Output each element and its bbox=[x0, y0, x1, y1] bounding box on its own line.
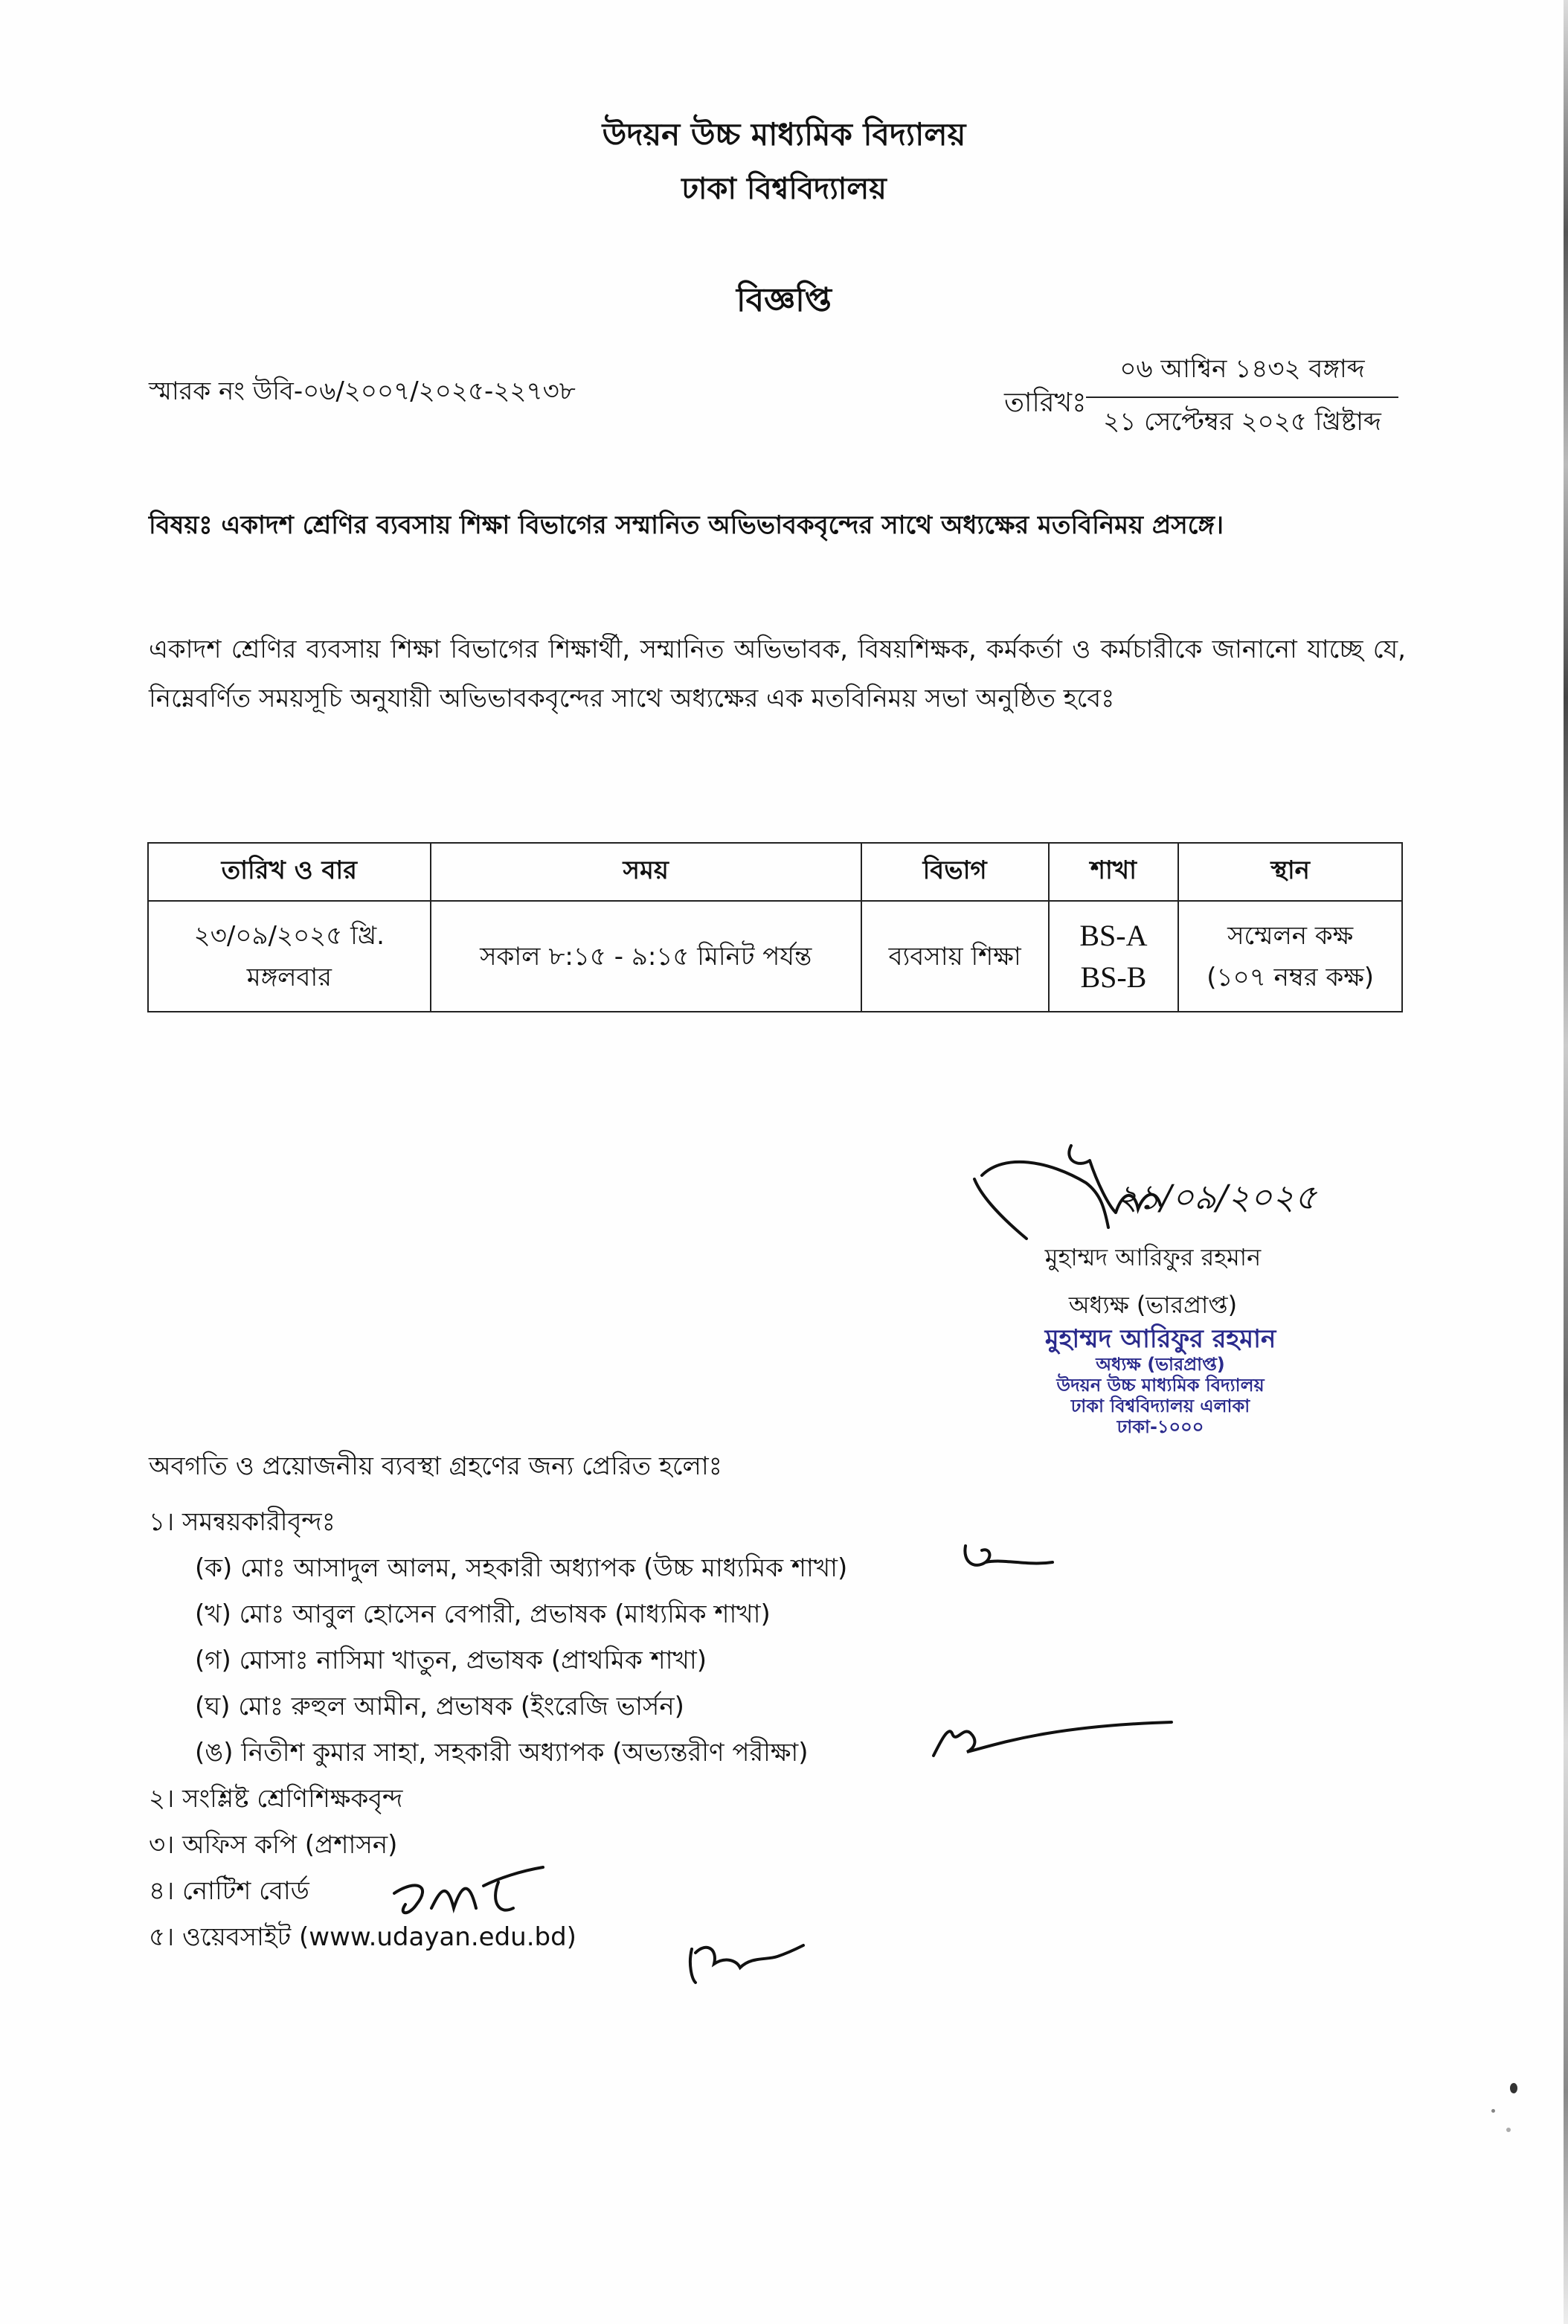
signer-designation: অধ্যক্ষ (ভারপ্রাপ্ত) bbox=[1068, 1291, 1238, 1319]
stamp-designation: অধ্যক্ষ (ভারপ্রাপ্ত) bbox=[1096, 1354, 1225, 1375]
affiliation: ঢাকা বিশ্ববিদ্যালয় bbox=[681, 172, 887, 206]
cell-department: ব্যবসায় শিক্ষা bbox=[861, 901, 1049, 1012]
date-bangla: ০৬ আশ্বিন ১৪৩২ বঙ্গাব্দ bbox=[1086, 350, 1398, 398]
subject-line: বিষয়ঃ একাদশ শ্রেণির ব্যবসায় শিক্ষা বিভাগের সম্মানিত অভিভাবকবৃন্দের সাথে অধ্যক্ষের মতবিনিময় প্রসঙ্গে। bbox=[149, 510, 1224, 540]
list-item: (ঘ) মোঃ রুহুল আমীন, প্রভাষক (ইংরেজি ভার্সন) bbox=[195, 1692, 684, 1721]
initial-mark-icon bbox=[684, 1934, 811, 1986]
stamp-area: ঢাকা বিশ্ববিদ্যালয় এলাকা bbox=[1070, 1396, 1250, 1416]
initial-mark-icon bbox=[960, 1540, 1056, 1577]
institution-name: উদয়ন উচ্চ মাধ্যমিক বিদ্যালয় bbox=[602, 116, 966, 153]
official-stamp bbox=[989, 1324, 1331, 1437]
col-header-date: তারিখ ও বার bbox=[148, 843, 431, 901]
stamp-name: মুহাম্মদ আরিফুর রহমান bbox=[1044, 1324, 1276, 1354]
col-header-time: সময় bbox=[431, 843, 861, 901]
handwritten-date: ২১/০৯/২০২৫ bbox=[1116, 1177, 1317, 1217]
cell-venue bbox=[1178, 901, 1402, 1012]
signer-block bbox=[982, 1233, 1324, 1329]
col-header-section: শাখা bbox=[1049, 843, 1179, 901]
cell-time: সকাল ৮:১৫ - ৯:১৫ মিনিট পর্যন্ত bbox=[431, 901, 861, 1012]
notice-title: বিজ্ঞপ্তি bbox=[736, 281, 832, 319]
venue-name: সম্মেলন কক্ষ bbox=[1227, 920, 1354, 951]
list-item: ৫। ওয়েবসাইট (www.udayan.edu.bd) bbox=[149, 1922, 576, 1952]
list-item: ১। সমন্বয়কারীবৃন্দঃ bbox=[149, 1507, 335, 1537]
scan-speck bbox=[1510, 2083, 1517, 2093]
stamp-city: ঢাকা-১০০০ bbox=[1116, 1416, 1204, 1437]
table-header-row bbox=[148, 843, 1402, 901]
scan-edge bbox=[1564, 0, 1568, 2324]
col-header-department: বিভাগ bbox=[861, 843, 1049, 901]
meeting-date: ২৩/০৯/২০২৫ খ্রি. bbox=[193, 920, 385, 951]
list-item: ২। সংশ্লিষ্ট শ্রেণিশিক্ষকবৃন্দ bbox=[149, 1784, 403, 1814]
list-item: ৪। নোটিশ বোর্ড bbox=[149, 1876, 309, 1906]
date-block bbox=[1086, 350, 1398, 445]
cell-sections bbox=[1049, 901, 1179, 1012]
initial-mark-icon bbox=[930, 1711, 1175, 1763]
list-item: (ক) মোঃ আসাদুল আলম, সহকারী অধ্যাপক (উচ্চ মাধ্যমিক শাখা) bbox=[195, 1553, 848, 1583]
initial-mark-icon bbox=[387, 1864, 550, 1930]
section-b: BS-B bbox=[1080, 960, 1147, 994]
list-item: (ঙ) নিতীশ কুমার সাহা, সহকারী অধ্যাপক (অভ্যন্তরীণ পরীক্ষা) bbox=[195, 1738, 809, 1768]
schedule-table bbox=[147, 842, 1403, 1012]
section-a: BS-A bbox=[1079, 918, 1148, 952]
scan-speck bbox=[1506, 2128, 1511, 2132]
table-row bbox=[148, 901, 1402, 1012]
distribution-heading: অবগতি ও প্রয়োজনীয় ব্যবস্থা গ্রহণের জন্য প্রেরিত হলোঃ bbox=[149, 1451, 722, 1481]
list-item: (খ) মোঃ আবুল হোসেন বেপারী, প্রভাষক (মাধ্যমিক শাখা) bbox=[195, 1599, 771, 1629]
list-item: (গ) মোসাঃ নাসিমা খাতুন, প্রভাষক (প্রাথমিক শাখা) bbox=[195, 1646, 707, 1675]
date-gregorian: ২১ সেপ্টেম্বর ২০২৫ খ্রিষ্টাব্দ bbox=[1103, 407, 1381, 437]
stamp-institution: উদয়ন উচ্চ মাধ্যমিক বিদ্যালয় bbox=[1056, 1375, 1265, 1396]
meeting-day: মঙ্গলবার bbox=[246, 962, 332, 992]
body-paragraph: একাদশ শ্রেণির ব্যবসায় শিক্ষা বিভাগের শিক্ষার্থী, সম্মানিত অভিভাবক, বিষয়শিক্ষক, কর্মকর্তা ও কর্মচারীকে জানানো যাচ্ছে যে, নিম্নেবর্ণিত সময়সূচি অনুযায়ী অভিভাবকবৃন্দের সাথে অধ্যক্ষের এক মতবিনিময় সভা অনুষ্ঠিত হবেঃ bbox=[149, 635, 1406, 713]
list-item: ৩। অফিস কপি (প্রশাসন) bbox=[149, 1830, 398, 1860]
scan-speck bbox=[1491, 2109, 1495, 2113]
cell-date bbox=[148, 901, 431, 1012]
date-label: তারিখঃ bbox=[1004, 388, 1087, 418]
venue-room: (১০৭ নম্বর কক্ষ) bbox=[1206, 962, 1375, 992]
memo-number: স্মারক নং উবি-০৬/২০০৭/২০২৫-২২৭৩৮ bbox=[149, 376, 576, 406]
col-header-venue: স্থান bbox=[1178, 843, 1402, 901]
signer-name: মুহাম্মদ আরিফুর রহমান bbox=[1044, 1243, 1262, 1271]
